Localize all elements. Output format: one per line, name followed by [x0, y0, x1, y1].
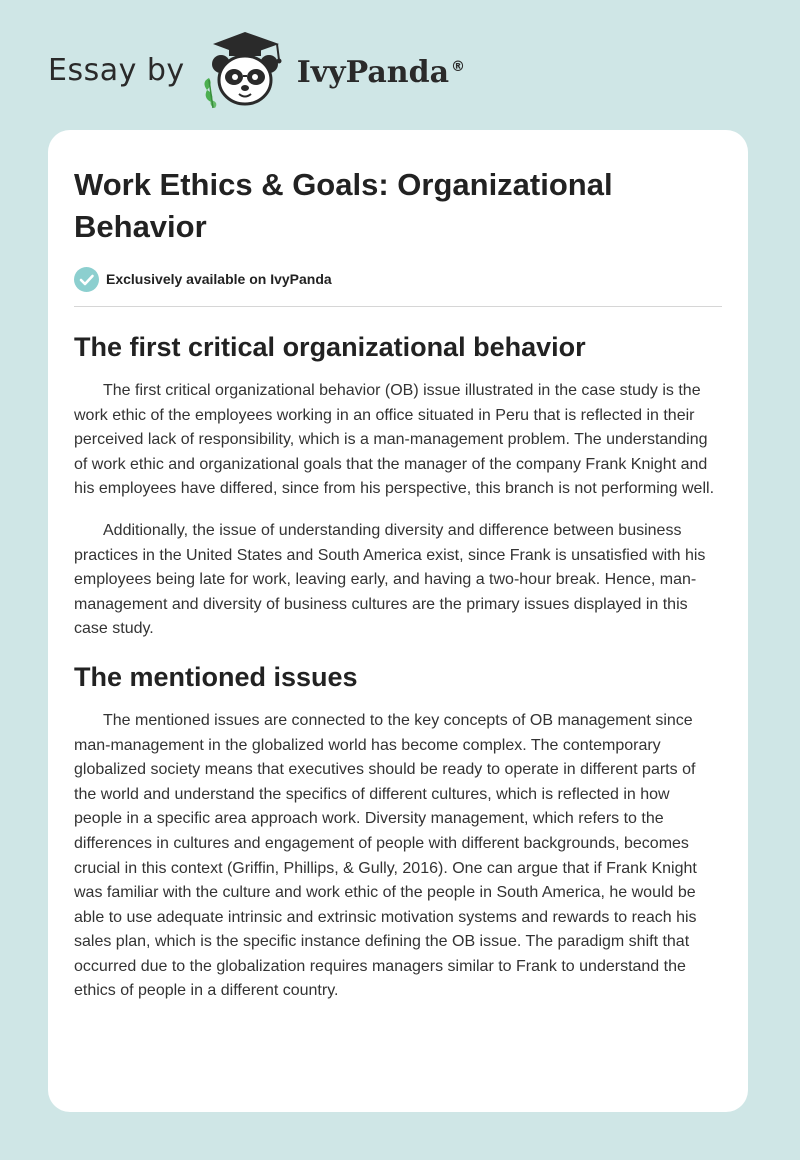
exclusive-badge-text: Exclusively available on IvyPanda [106, 271, 332, 287]
section-heading: The first critical organizational behavior [74, 332, 586, 362]
section-heading: The mentioned issues [74, 661, 358, 692]
site-header [48, 30, 465, 110]
registered-mark: ® [451, 58, 466, 75]
body-paragraph: The first critical organizational behavior (OB) issue illustrated in the case study is the work ethic of the employees working in an office situated in Peru that is reflected in their perceived lack of responsibility, which is a man-management problem. The understanding of work ethic and organizational goals that the manager of the company Frank Knight and his employees have differed, since from his perspective, this branch is not performing well. [74, 382, 715, 498]
exclusive-badge [74, 266, 722, 292]
essay-by-label: Essay by [48, 52, 185, 88]
section-first-critical-ob [74, 329, 722, 642]
essay-card [48, 130, 748, 1112]
body-paragraph: Additionally, the issue of understanding diversity and difference between business practices in the United States and South America exist, since Frank is unsatisfied with his employees being late for work, leaving early, and having a two-hour break. Hence, man-management and diversity of business cultures are the primary issues displayed in this case study. [74, 521, 706, 638]
body-paragraph: The mentioned issues are connected to the key concepts of OB management since man-management in the globalized world has become complex. The contemporary globalized society means that executives should be ready to operate in different parts of the world and understand the specifics of different cultures, which is reflected in how people in a specific area approach work. Diversity management, which refers to the differences in cultures and engagement of people with different backgrounds, becomes crucial in this context (Griffin, Phillips, & Gully, 2016). One can argue that if Frank Knight was familiar with the culture and work ethic of the people in South America, he would be able to use adequate intrinsic and extrinsic motivation systems and rewards to reach his sales plan, which is the specific instance defining the OB issue. The paradigm shift that occurred due to the globalization requires managers similar to Frank to understand the ethics of people in a different country. [74, 711, 697, 1000]
panda-graduate-logo-icon[interactable] [199, 30, 291, 110]
check-circle-icon [74, 267, 99, 292]
title-divider [74, 306, 722, 307]
section-mentioned-issues [74, 659, 722, 1004]
ivypanda-brand-name[interactable]: IvyPanda ® [296, 54, 466, 90]
page-title: Work Ethics & Goals: Organizational Behavior [74, 167, 613, 244]
